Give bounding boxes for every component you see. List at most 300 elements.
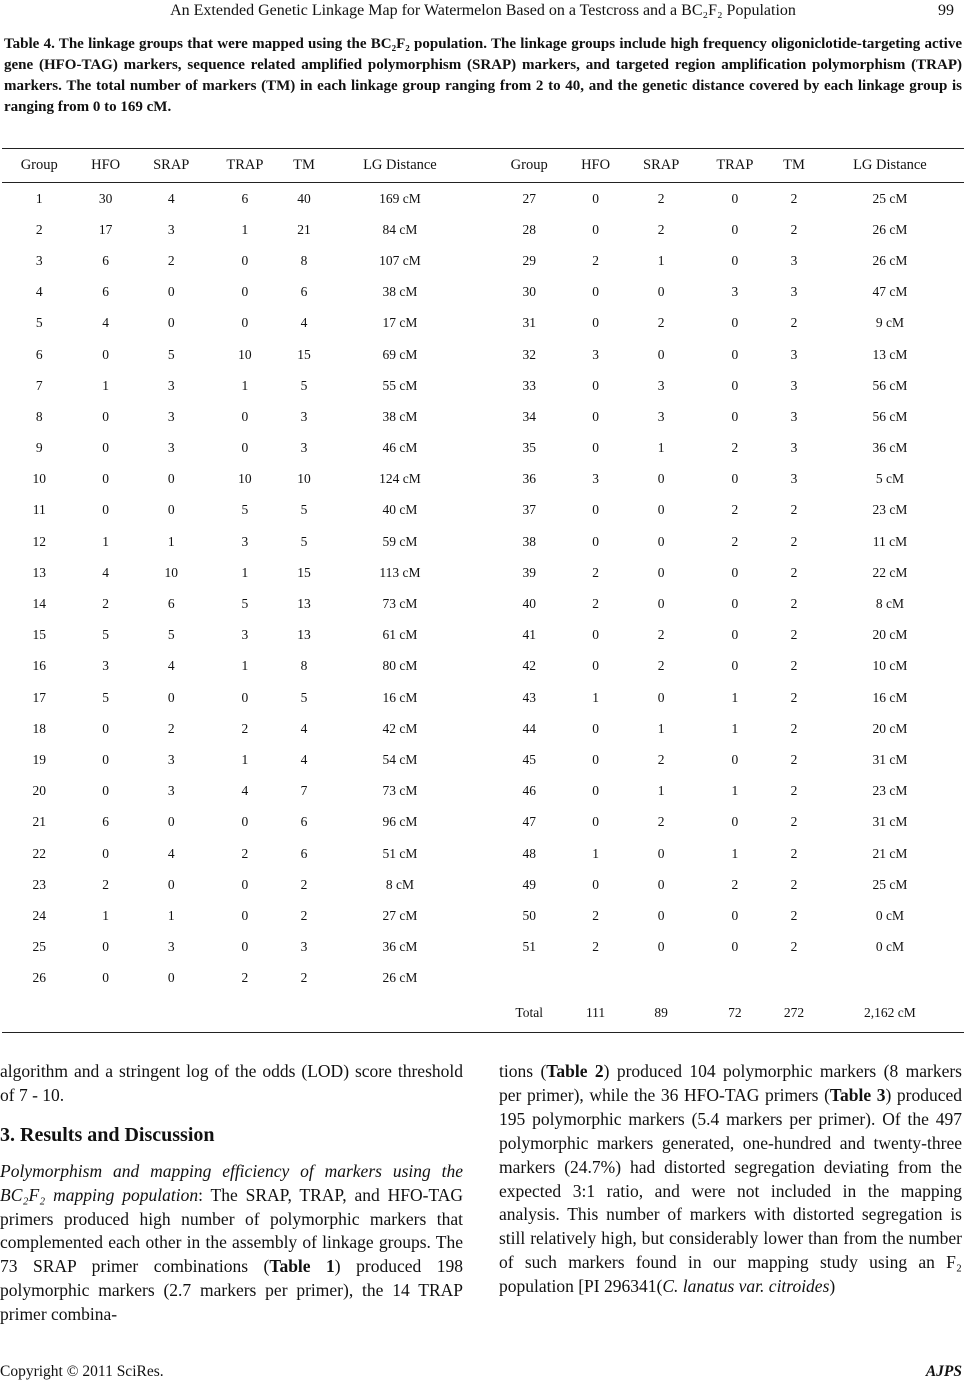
- table-cell: 31: [522, 315, 536, 331]
- table-row: [2, 245, 964, 276]
- table-cell: 0: [592, 221, 599, 237]
- table-cell: 42 cM: [382, 720, 418, 736]
- table-cell: 27: [522, 190, 536, 206]
- column-header: SRAP: [135, 149, 208, 183]
- table-cell: [474, 557, 492, 588]
- table-cell: 39: [522, 564, 536, 580]
- table-cell: 0: [657, 876, 665, 892]
- table-cell: 3: [790, 377, 798, 393]
- table-cell: 12: [32, 533, 46, 549]
- table-cell: 2: [657, 627, 665, 643]
- table-cell: 0: [241, 876, 249, 892]
- table-row: [2, 557, 964, 588]
- table-cell: 6: [241, 190, 249, 206]
- table-cell: 23 cM: [872, 502, 908, 518]
- table-cell: 20: [32, 783, 46, 799]
- table-cell: 17: [32, 689, 46, 705]
- table-cell: 0: [102, 471, 109, 487]
- table-cell: 3: [167, 440, 175, 456]
- table-cell: 1: [731, 845, 739, 861]
- table-cell: 1: [592, 845, 599, 861]
- table-cell: [474, 963, 492, 994]
- table-cell: [625, 963, 698, 994]
- table-cell: 111: [566, 994, 624, 1033]
- table-cell: 16 cM: [382, 689, 418, 705]
- table-cell: 17 cM: [382, 315, 418, 331]
- table-cell: 1: [167, 533, 175, 549]
- table-cell: 26 cM: [872, 252, 908, 268]
- table-cell: 3: [592, 471, 599, 487]
- table-cell: 0: [241, 252, 249, 268]
- table-cell: 11: [32, 502, 46, 518]
- column-header: HFO: [76, 149, 134, 183]
- table-cell: 3: [300, 440, 308, 456]
- table-cell: 0: [731, 190, 739, 206]
- table-cell: 38 cM: [382, 408, 418, 424]
- table-cell: 2: [731, 533, 739, 549]
- table-cell: 10 cM: [872, 658, 908, 674]
- table-cell: [474, 433, 492, 464]
- table-cell: 0: [657, 502, 665, 518]
- table-cell: 0: [102, 751, 109, 767]
- table-row: [2, 620, 964, 651]
- table-cell: 2: [657, 751, 665, 767]
- table-cell: 24: [32, 907, 46, 923]
- table-cell: 0: [167, 970, 175, 986]
- subsection-title: Polymorphism and mapping efficiency of markers using the BC₂F₂ mapping population: [0, 1160, 463, 1205]
- table-cell: 5: [300, 689, 308, 705]
- table-cell: [135, 994, 208, 1033]
- table-cell: 2: [790, 751, 798, 767]
- table-cell: 40: [522, 596, 536, 612]
- table-cell: 0: [731, 907, 739, 923]
- table-cell: 13 cM: [872, 346, 908, 362]
- table-cell: 2: [102, 596, 109, 612]
- table-cell: 3: [167, 221, 175, 237]
- page-number: 99: [938, 2, 954, 19]
- table-cell: 0: [241, 284, 249, 300]
- table-row: [2, 651, 964, 682]
- table-cell: [698, 963, 773, 994]
- table-cell: 26 cM: [382, 970, 418, 986]
- table-cell: 96 cM: [382, 814, 418, 830]
- table-cell: [474, 214, 492, 245]
- table-cell: 69 cM: [382, 346, 418, 362]
- table-cell: 6: [102, 252, 109, 268]
- table-cell: 55 cM: [382, 377, 418, 393]
- table-cell: 0: [731, 564, 739, 580]
- section-heading: 3. Results and Discussion: [0, 1123, 215, 1146]
- table-cell: 169 cM: [379, 190, 421, 206]
- table-cell: 0: [657, 564, 665, 580]
- table-cell: 1: [731, 783, 739, 799]
- table-cell: 35: [522, 440, 536, 456]
- table-cell: [474, 932, 492, 963]
- table-cell: 0: [592, 377, 599, 393]
- table-cell: 21: [297, 221, 311, 237]
- table-cell: 0: [592, 190, 599, 206]
- paragraph: [0, 1160, 463, 1327]
- table-cell: 1: [731, 689, 739, 705]
- table-cell: 3: [790, 284, 798, 300]
- table-cell: 8: [300, 658, 308, 674]
- table-cell: 0: [102, 346, 109, 362]
- paragraph: [0, 1060, 463, 1108]
- table-cell: 1: [241, 751, 249, 767]
- table-cell: 2: [241, 720, 249, 736]
- table-cell: 2: [731, 876, 739, 892]
- table-cell: 29: [522, 252, 536, 268]
- table-cell: 0: [241, 907, 249, 923]
- table-cell: 41: [522, 627, 536, 643]
- table-cell: 10: [238, 346, 252, 362]
- table-cell: 3: [790, 440, 798, 456]
- table-cell: 0: [731, 658, 739, 674]
- table-cell: 0: [592, 408, 599, 424]
- table-cell: 5: [102, 627, 109, 643]
- table-cell: 25 cM: [872, 190, 908, 206]
- table-cell: Total: [492, 994, 566, 1033]
- table-cell: [474, 682, 492, 713]
- table-cell: 0: [102, 939, 109, 955]
- table-cell: [474, 464, 492, 495]
- table-cell: 3: [657, 408, 665, 424]
- body-column-left: [0, 1060, 463, 1327]
- table-cell: [474, 370, 492, 401]
- table-cell: 0: [102, 408, 109, 424]
- table-cell: 46 cM: [382, 440, 418, 456]
- table-cell: 0: [102, 720, 109, 736]
- table-cell: 0: [241, 689, 249, 705]
- table-cell: 2: [300, 876, 308, 892]
- table-cell: 21: [32, 814, 46, 830]
- table-cell: [474, 713, 492, 744]
- table-row: [2, 433, 964, 464]
- table-cell: [2, 994, 76, 1033]
- table-cell: 0: [592, 502, 599, 518]
- table-cell: 0: [731, 408, 739, 424]
- table-cell: 2: [790, 939, 798, 955]
- table-cell: 15: [297, 564, 311, 580]
- paragraph-text: ) produced 104 polymorphic markers (8 markers per primer), while the 36 HFO-TAG primers (: [499, 1061, 962, 1105]
- table-cell: 25 cM: [872, 876, 908, 892]
- table-cell: [474, 807, 492, 838]
- column-gap: [474, 149, 492, 183]
- table-cell: 2: [790, 689, 798, 705]
- table-cell: 40: [297, 190, 311, 206]
- table-cell: 0: [241, 315, 249, 331]
- table-cell: 0 cM: [875, 939, 904, 955]
- table-cell: [474, 994, 492, 1033]
- table-cell: 36 cM: [872, 440, 908, 456]
- table-cell: 1: [35, 190, 43, 206]
- table-cell: 59 cM: [382, 533, 418, 549]
- table-cell: 48: [522, 845, 536, 861]
- table-cell: 5: [300, 377, 308, 393]
- table-cell: 0: [731, 814, 739, 830]
- table-cell: 4: [167, 658, 175, 674]
- table-cell: 2: [790, 596, 798, 612]
- table-cell: 0: [657, 845, 665, 861]
- table-cell: 0 cM: [875, 907, 904, 923]
- table-cell: 3: [167, 783, 175, 799]
- table-cell: 5: [241, 596, 249, 612]
- table-cell: 2: [592, 564, 599, 580]
- table-cell: 0: [592, 627, 599, 643]
- table-cell: 73 cM: [382, 783, 418, 799]
- table-cell: 10: [32, 471, 46, 487]
- table-cell: 0: [592, 315, 599, 331]
- paragraph-text: ) produced 195 polymorphic markers (5.4 markers per primer). Of the 497 polymorphic markers generated, one-hundred and twenty-three markers (24.7%) had distorted segregation deviating from the expected 3:1 ratio, and were not included in the mapping analysis. This number of markers with distorted segregation is still relatively high, but considerably lower than from the number of such markers found in our mapping study using an F₂ population [PI 296341(: [499, 1084, 963, 1297]
- table-cell: 40 cM: [382, 502, 418, 518]
- table-cell: 1: [657, 252, 665, 268]
- body-column-right: [499, 1060, 962, 1299]
- table-cell: 84 cM: [382, 221, 418, 237]
- table-cell: 4: [300, 751, 308, 767]
- table-cell: 3: [167, 377, 175, 393]
- table-cell: 1: [241, 221, 249, 237]
- table-cell: 2: [790, 502, 798, 518]
- table-row: [2, 900, 964, 931]
- table-cell: 11 cM: [872, 533, 908, 549]
- table-cell: 3: [657, 377, 665, 393]
- table-cell: 2: [657, 658, 665, 674]
- column-header: TRAP: [698, 149, 773, 183]
- table-row: [2, 370, 964, 401]
- table-cell: 2: [731, 502, 739, 518]
- table-cell: 0: [731, 471, 739, 487]
- table-cell: 2: [790, 658, 798, 674]
- table-cell: 3: [731, 284, 739, 300]
- table-cell: 80 cM: [382, 658, 418, 674]
- table-row: [2, 838, 964, 869]
- table-cell: 1: [102, 533, 109, 549]
- table-cell: 17: [98, 221, 113, 237]
- table-row: [2, 339, 964, 370]
- table-cell: 3: [790, 408, 798, 424]
- table-cell: 10: [164, 564, 178, 580]
- table-cell: 1: [241, 377, 249, 393]
- table-cell: 3: [102, 658, 109, 674]
- table-cell: 2: [657, 814, 665, 830]
- table-cell: 26: [32, 970, 46, 986]
- table-row: [2, 744, 964, 775]
- table-cell: 0: [167, 689, 175, 705]
- table-cell: 43: [522, 689, 536, 705]
- table-cell: 0: [592, 720, 599, 736]
- table-cell: 0: [731, 596, 739, 612]
- table-cell: 30: [522, 284, 536, 300]
- table-cell: 22: [32, 845, 46, 861]
- running-title: An Extended Genetic Linkage Map for Watermelon Based on a Testcross and a BC₂F₂ Population: [170, 2, 796, 19]
- table-cell: 5: [167, 346, 175, 362]
- table-cell: 38 cM: [382, 284, 418, 300]
- table-row: [2, 277, 964, 308]
- table-cell: 23 cM: [872, 783, 908, 799]
- table-cell: 0: [241, 408, 249, 424]
- table-cell: [474, 401, 492, 432]
- table-row: [2, 869, 964, 900]
- table-cell: 0: [657, 533, 665, 549]
- table-row: [2, 776, 964, 807]
- table-cell: 1: [592, 689, 599, 705]
- table-cell: 0: [167, 471, 175, 487]
- table-cell: 5: [300, 502, 308, 518]
- table-cell: 27 cM: [382, 907, 418, 923]
- table-cell: 2: [790, 783, 798, 799]
- table-cell: [474, 588, 492, 619]
- table-cell: 2: [790, 315, 798, 331]
- table-cell: [816, 963, 964, 994]
- table-cell: 2: [300, 970, 308, 986]
- table-cell: 0: [657, 939, 665, 955]
- table-cell: 32: [522, 346, 536, 362]
- table-cell: 2: [167, 720, 175, 736]
- table-cell: 54 cM: [382, 751, 418, 767]
- table-cell: [474, 495, 492, 526]
- table-cell: 0: [592, 814, 599, 830]
- table-cell: 1: [241, 658, 249, 674]
- table-cell: 0: [102, 783, 109, 799]
- table-cell: 37: [522, 502, 536, 518]
- table-cell: 49: [522, 876, 536, 892]
- table-cell: 19: [32, 751, 46, 767]
- table-cell: 3: [167, 408, 175, 424]
- paragraph: [499, 1060, 962, 1299]
- column-header: Group: [2, 149, 76, 183]
- table-cell: 3: [300, 939, 308, 955]
- table-cell: 10: [297, 471, 311, 487]
- table-cell: 1: [657, 783, 665, 799]
- linkage-groups-table: [2, 148, 964, 1033]
- table-cell: 10: [238, 471, 252, 487]
- table-cell: 8 cM: [385, 876, 414, 892]
- table-row: [2, 308, 964, 339]
- table-cell: 3: [592, 346, 599, 362]
- table-cell: 3: [790, 252, 798, 268]
- table-cell: 0: [731, 939, 739, 955]
- table-cell: 42: [522, 658, 536, 674]
- table-cell: 0: [241, 939, 249, 955]
- table-cell: 4: [102, 564, 109, 580]
- column-header: TM: [282, 149, 326, 183]
- table-cell: [474, 183, 492, 215]
- table-cell: [76, 994, 134, 1033]
- table-cell: 3: [790, 346, 798, 362]
- table-row: [2, 807, 964, 838]
- table-cell: 15: [32, 627, 46, 643]
- table-cell: 34: [522, 408, 536, 424]
- table-cell: 8: [35, 408, 43, 424]
- table-cell: 3: [790, 471, 798, 487]
- table-cell: 5: [167, 627, 175, 643]
- table-cell: 13: [32, 564, 46, 580]
- paragraph-text: algorithm and a stringent log of the odds (LOD) score threshold of 7 - 10.: [0, 1061, 463, 1105]
- table-cell: 6: [300, 845, 308, 861]
- table-cell: 2: [241, 970, 249, 986]
- table-cell: 3: [241, 627, 249, 643]
- table-cell: 4: [35, 284, 43, 300]
- table-cell: 0: [731, 315, 739, 331]
- table-cell: [326, 994, 474, 1033]
- table-cell: 2: [790, 720, 798, 736]
- table-cell: [474, 744, 492, 775]
- table-cell: 0: [657, 471, 665, 487]
- table-cell: 8 cM: [875, 596, 904, 612]
- table-cell: 4: [167, 845, 175, 861]
- table-cell: 1: [731, 720, 739, 736]
- table-cell: 21 cM: [872, 845, 908, 861]
- table-cell: 4: [167, 190, 175, 206]
- table-cell: 1: [102, 377, 109, 393]
- table-cell: 3: [300, 408, 308, 424]
- table-cell: 1: [102, 907, 109, 923]
- table-row: [2, 682, 964, 713]
- table-cell: 6: [35, 346, 43, 362]
- table-cell: 0: [167, 315, 175, 331]
- table-cell: 61 cM: [382, 627, 418, 643]
- table-row: [2, 401, 964, 432]
- table-cell: 36 cM: [382, 939, 418, 955]
- table-cell: 2: [790, 190, 798, 206]
- table-row: [2, 464, 964, 495]
- table-reference: Table 1: [269, 1256, 335, 1277]
- table-cell: 0: [731, 221, 739, 237]
- table-cell: 0: [592, 658, 599, 674]
- table-cell: 47: [522, 814, 536, 830]
- table-cell: 26 cM: [872, 221, 908, 237]
- table-cell: 50: [522, 907, 536, 923]
- table-cell: 0: [592, 876, 599, 892]
- table-cell: 0: [167, 814, 175, 830]
- table-cell: [282, 994, 326, 1033]
- table-cell: 44: [522, 720, 536, 736]
- table-cell: 0: [102, 845, 109, 861]
- table-cell: 2: [731, 440, 739, 456]
- table-cell: 6: [167, 596, 175, 612]
- table-cell: 2: [167, 252, 175, 268]
- table-cell: 8: [300, 252, 308, 268]
- table-cell: 14: [32, 596, 46, 612]
- table-cell: [474, 776, 492, 807]
- table-cell: 15: [297, 346, 311, 362]
- table-cell: 0: [592, 751, 599, 767]
- table-cell: 18: [32, 720, 46, 736]
- table-row: [2, 214, 964, 245]
- table-cell: 2: [102, 876, 109, 892]
- paragraph-text: ): [829, 1276, 836, 1297]
- table-row: [2, 713, 964, 744]
- table-cell: 2: [592, 252, 599, 268]
- paragraph-text: tions (: [499, 1061, 547, 1081]
- table-cell: 16: [32, 658, 46, 674]
- table-cell: 2: [657, 190, 665, 206]
- table-cell: 4: [300, 720, 308, 736]
- table-cell: 7: [300, 783, 308, 799]
- table-cell: 3: [241, 533, 249, 549]
- table-cell: 0: [592, 533, 599, 549]
- table-cell: 0: [167, 502, 175, 518]
- table-cell: 6: [300, 814, 308, 830]
- table-cell: 0: [241, 440, 249, 456]
- table-cell: 2: [790, 876, 798, 892]
- column-header: TM: [772, 149, 816, 183]
- copyright-notice: Copyright © 2011 SciRes.: [0, 1363, 164, 1380]
- table-cell: 2: [300, 907, 308, 923]
- table-cell: 0: [102, 502, 109, 518]
- table-cell: 2: [790, 907, 798, 923]
- table-cell: [474, 651, 492, 682]
